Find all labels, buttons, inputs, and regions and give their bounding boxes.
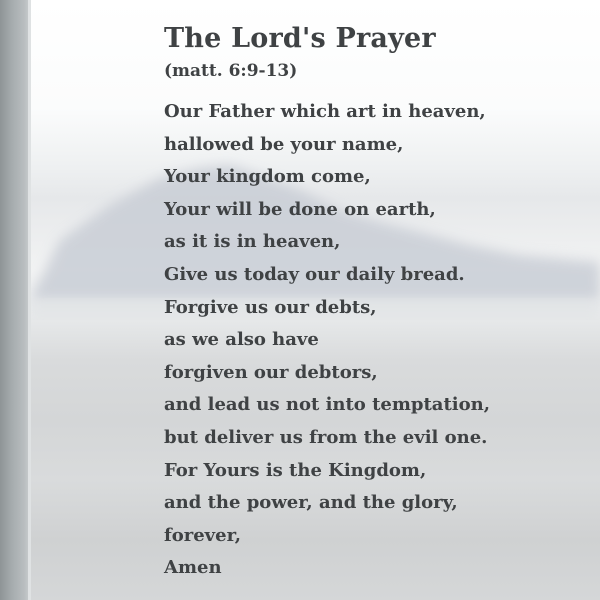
prayer-line: Your will be done on earth, bbox=[164, 198, 436, 220]
prayer-reference: (matt. 6:9-13) bbox=[164, 61, 298, 81]
prayer-lines bbox=[164, 96, 584, 585]
prayer-line: Amen bbox=[164, 557, 222, 579]
prayer-line: hallowed be your name, bbox=[164, 133, 404, 155]
window-frame bbox=[0, 0, 30, 600]
prayer-line: as it is in heaven, bbox=[164, 231, 341, 253]
prayer-line: For Yours is the Kingdom, bbox=[164, 459, 427, 481]
prayer-line: forgiven our debtors, bbox=[164, 361, 378, 383]
prayer-text-block bbox=[164, 20, 584, 585]
prayer-line: as we also have bbox=[164, 329, 319, 351]
prayer-line: and lead us not into temptation, bbox=[164, 394, 490, 416]
prayer-line: Forgive us our debts, bbox=[164, 296, 377, 318]
window-frame-edge bbox=[28, 0, 31, 600]
prayer-line: Give us today our daily bread. bbox=[164, 263, 465, 285]
prayer-line: but deliver us from the evil one. bbox=[164, 426, 488, 448]
prayer-line: and the power, and the glory, bbox=[164, 492, 458, 514]
prayer-title: The Lord's Prayer bbox=[164, 23, 436, 54]
prayer-line: Your kingdom come, bbox=[164, 166, 371, 188]
prayer-line: Our Father which art in heaven, bbox=[164, 101, 486, 122]
prayer-line: forever, bbox=[164, 524, 242, 546]
